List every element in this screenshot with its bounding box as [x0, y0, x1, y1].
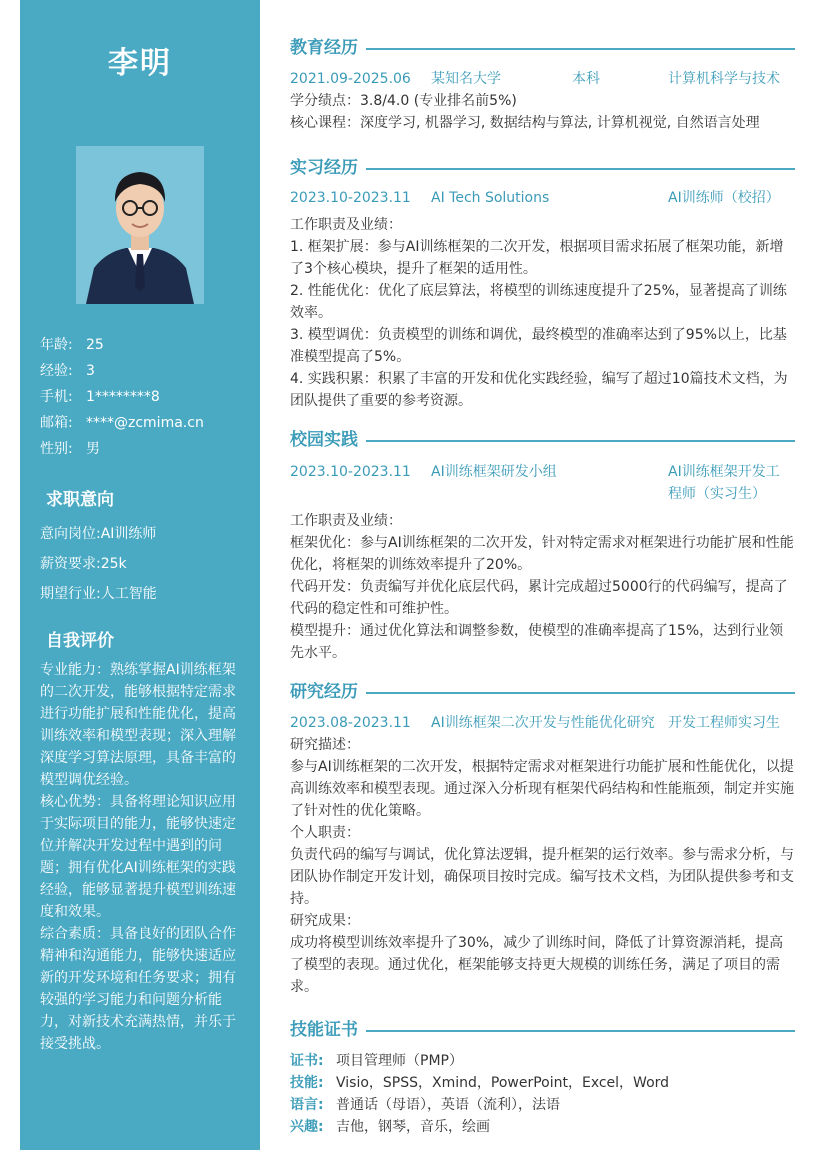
campus-line: 模型提升：通过优化算法和调整参数，使模型的准确率提高了15%，达到行业领先水平。	[290, 623, 784, 661]
avatar	[76, 146, 204, 304]
internship-line: 1. 框架扩展：参与AI训练框架的二次开发，根据项目需求拓展了框架功能，新增了3个核心模块，提升了框架的适用性。	[290, 239, 784, 277]
intent-industry: 期望行业:人工智能	[40, 586, 157, 602]
campus-org: AI训练框架研发小组	[431, 464, 557, 480]
campus-section	[290, 428, 795, 664]
internship-meta	[290, 187, 795, 209]
self-evaluation	[40, 659, 244, 1055]
campus-title: 校园实践	[290, 428, 366, 452]
internship-role: AI训练师（校招）	[668, 190, 780, 206]
research-meta	[290, 712, 795, 734]
intent-salary: 薪资要求:25k	[40, 556, 127, 572]
campus-date: 2023.10-2023.11	[290, 464, 411, 480]
research-line: 研究成果：	[290, 913, 360, 929]
campus-line: 工作职责及业绩：	[290, 513, 402, 529]
education-major: 计算机科学与技术	[668, 71, 780, 87]
self-eval-paragraph: 综合素质：具备良好的团队合作精神和沟通能力，能够快速适应新的开发环境和任务要求；拥有较强的学习能力和问题分析能力，对新技术充满热情，并乐于接受挑战。	[40, 926, 236, 1052]
research-line: 负责代码的编写与调试，优化算法逻辑，提升框架的运行效率。参与需求分析，与团队协作制定开发计划，确保项目按时完成。编写技术文档，为团队提供参考和支持。	[290, 847, 794, 907]
internship-section	[290, 156, 795, 412]
campus-meta	[290, 461, 795, 505]
education-section	[290, 36, 795, 134]
info-email: 邮箱: ****@zcmima.cn	[40, 415, 204, 431]
research-role: 开发工程师实习生	[668, 715, 780, 731]
education-meta	[290, 68, 795, 90]
internship-date: 2023.10-2023.11	[290, 190, 411, 206]
sidebar	[20, 0, 260, 1150]
self-eval-paragraph: 专业能力：熟练掌握AI训练框架的二次开发，能够根据特定需求进行功能扩展和性能优化，提高训练效率和模型表现；深入理解深度学习算法原理，具备丰富的模型调优经验。	[40, 662, 236, 788]
intent-position: 意向岗位:AI训练师	[40, 526, 157, 542]
skill-row-certificate: 证书: 项目管理师（PMP）	[290, 1053, 463, 1069]
internship-company: AI Tech Solutions	[431, 190, 550, 206]
research-line: 个人职责：	[290, 825, 360, 841]
internship-line: 3. 模型调优：负责模型的训练和调优，最终模型的准确率达到了95%以上，比基准模型提高了5%。	[290, 327, 787, 365]
portrait-image	[76, 146, 204, 304]
campus-line: 框架优化：参与AI训练框架的二次开发，针对特定需求对框架进行功能扩展和性能优化，将框架的训练效率提升了20%。	[290, 535, 794, 573]
self-eval-paragraph: 核心优势：具备将理论知识应用于实际项目的能力，能够快速定位并解决开发过程中遇到的问题；拥有优化AI训练框架的实践经验，能够显著提升模型训练速度和效果。	[40, 794, 236, 920]
education-date: 2021.09-2025.06	[290, 71, 411, 87]
campus-role-line-2: 程师（实习生）	[668, 486, 766, 502]
research-project: AI训练框架二次开发与性能优化研究	[431, 715, 655, 731]
education-school: 某知名大学	[431, 71, 501, 87]
research-section	[290, 680, 795, 998]
campus-line: 代码开发：负责编写并优化底层代码，累计完成超过5000行的代码编写，提高了代码的稳定性和可维护性。	[290, 579, 788, 617]
info-experience: 经验: 3	[40, 363, 95, 379]
internship-line: 4. 实践积累：积累了丰富的开发和优化实践经验，编写了超过10篇技术文档，为团队提供了重要的参考资源。	[290, 371, 788, 409]
info-phone: 手机: 1********8	[40, 389, 160, 405]
research-line: 研究描述：	[290, 737, 360, 753]
education-line: 核心课程：深度学习, 机器学习, 数据结构与算法, 计算机视觉, 自然语言处理	[290, 115, 760, 131]
self-evaluation-heading: 自我评价	[46, 631, 114, 651]
research-line: 参与AI训练框架的二次开发，根据特定需求对框架进行功能扩展和性能优化，以提高训练效率和模型表现。通过深入分析现有框架代码结构和性能瓶颈，制定并实施了针对性的优化策略。	[290, 759, 794, 819]
internship-line: 2. 性能优化：优化了底层算法，将模型的训练速度提升了25%，显著提高了训练效率。	[290, 283, 787, 321]
info-age: 年龄: 25	[40, 337, 104, 353]
internship-title: 实习经历	[290, 156, 366, 180]
skills-title: 技能证书	[290, 1018, 366, 1042]
candidate-name: 李明	[108, 46, 172, 81]
skills-section	[290, 1018, 795, 1138]
education-degree: 本科	[572, 71, 600, 87]
skill-row-interests: 兴趣: 吉他，钢琴，音乐，绘画	[290, 1119, 490, 1135]
internship-line: 工作职责及业绩：	[290, 217, 402, 233]
skill-row-language: 语言: 普通话（母语），英语（流利），法语	[290, 1097, 560, 1113]
research-line: 成功将模型训练效率提升了30%，减少了训练时间，降低了计算资源消耗，提高了模型的表现。通过优化，框架能够支持更大规模的训练任务，满足了项目的需求。	[290, 935, 784, 995]
research-date: 2023.08-2023.11	[290, 715, 411, 731]
education-line: 学分绩点：3.8/4.0 (专业排名前5%)	[290, 93, 517, 109]
info-gender: 性别: 男	[40, 441, 100, 457]
education-title: 教育经历	[290, 36, 366, 60]
job-intent-heading: 求职意向	[46, 490, 114, 510]
research-title: 研究经历	[290, 680, 366, 704]
campus-role-line-1: AI训练框架开发工	[668, 464, 780, 480]
personal-info	[40, 334, 250, 464]
skill-row-skills: 技能: Visio，SPSS，Xmind，PowerPoint，Excel，Word	[290, 1075, 670, 1091]
job-intent	[40, 522, 250, 612]
